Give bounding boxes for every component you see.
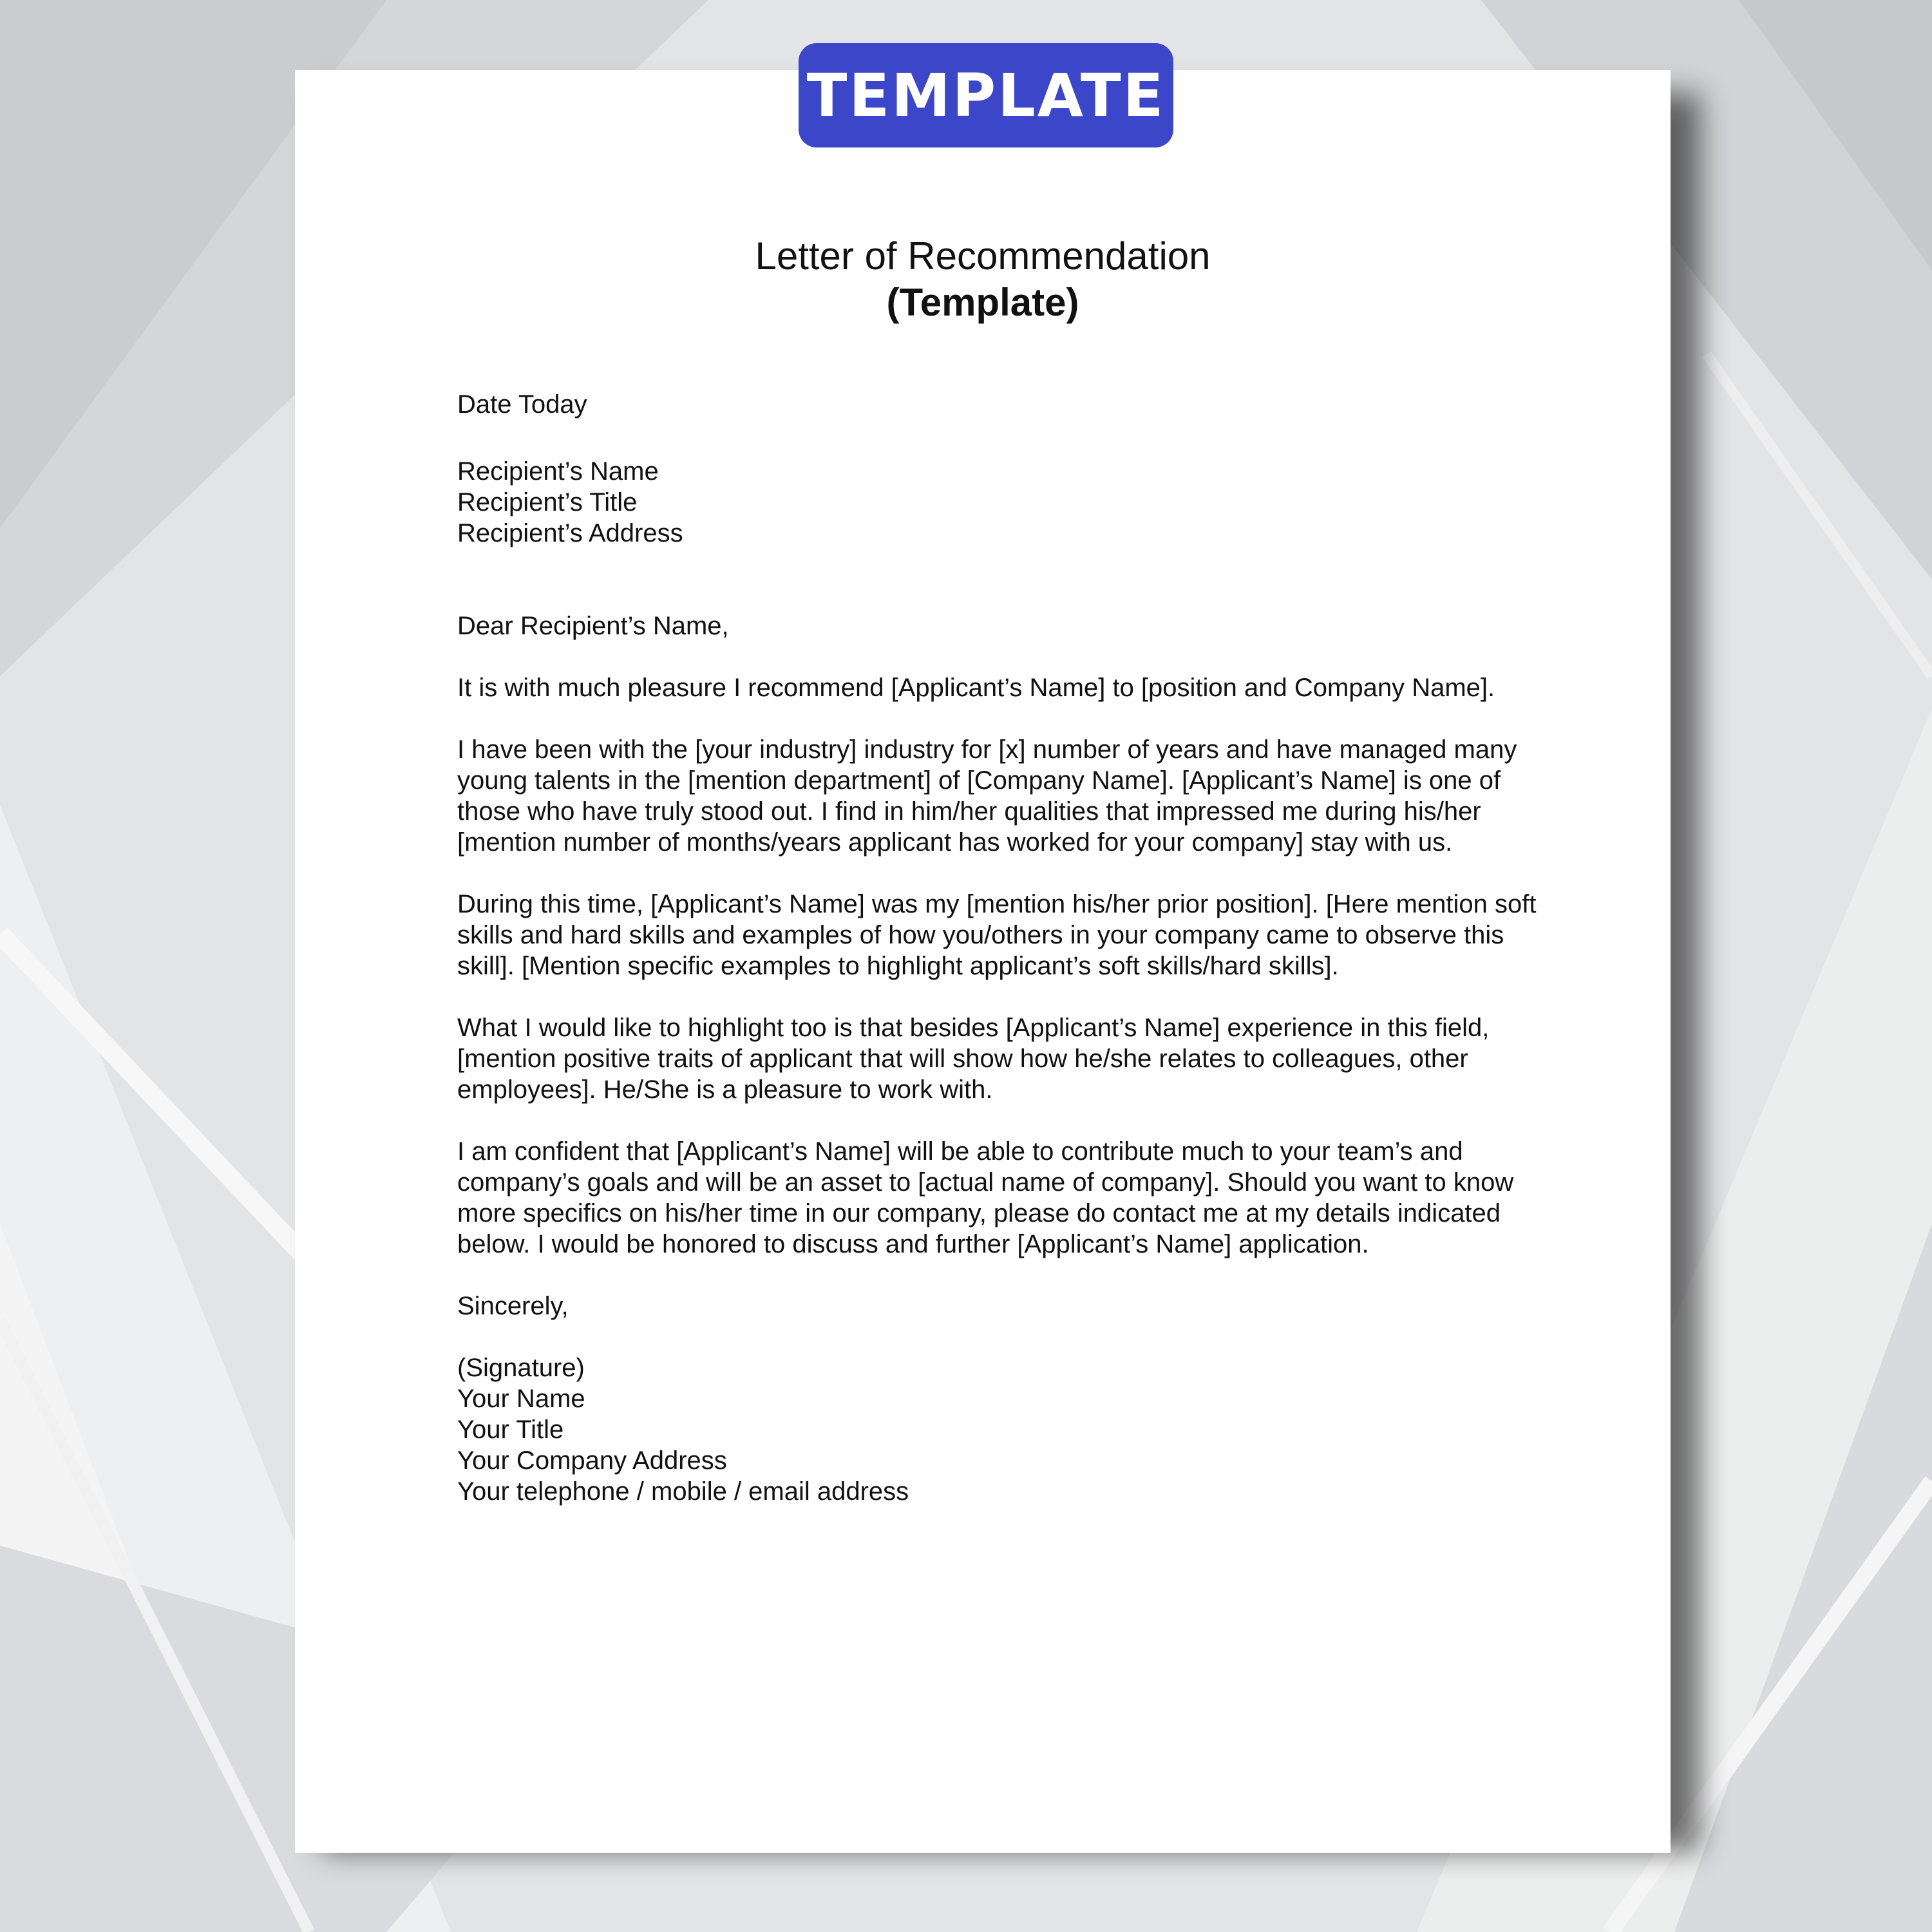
paragraph-confidence: I am confident that [Applicant’s Name] will be able to contribute much to your team’s and company’s goals and will be an asset to [actual name of company]. Should you want to know more specifics on his/her time in our company, please do contact me at my details indicated below. I would be honored to discuss and further [Applicant’s Name] application.: [457, 1137, 1514, 1258]
salutation: Dear Recipient’s Name,: [457, 612, 729, 640]
sender-title: Your Title: [457, 1416, 564, 1444]
recipient-name: Recipient’s Name: [457, 457, 659, 486]
letter-date: Date Today: [457, 390, 587, 419]
signature-placeholder: (Signature): [457, 1354, 585, 1382]
template-badge: TEMPLATE: [799, 43, 1173, 147]
paragraph-traits: What I would like to highlight too is that besides [Applicant’s Name] experience in this field, [mention positive traits of applicant that will show how he/she relates to colleagues, other employees]. He/She is a pleasure to work with.: [457, 1014, 1490, 1104]
paragraph-experience: I have been with the [your industry] industry for [x] number of years and have managed many young talents in the [mention department] of [Company Name]. [Applicant’s Name] is one of those who have truly stood out. I find in him/her qualities that impressed me during his/her [mention number of months/years applicant has worked for your company] stay with us.: [457, 735, 1517, 857]
document-subtitle: (Template): [886, 281, 1079, 324]
sender-company-address: Your Company Address: [457, 1446, 727, 1475]
sender-contact: Your telephone / mobile / email address: [457, 1477, 909, 1506]
paragraph-intro: It is with much pleasure I recommend [Applicant’s Name] to [position and Company Name].: [457, 674, 1495, 702]
document-title-block: [295, 233, 1671, 326]
paragraph-skills: During this time, [Applicant’s Name] was my [mention his/her prior position]. [Here mention soft skills and hard skills and examples of how you/others in your company came to observe this skill]. [Mention specific examples to highlight applicant’s soft skills/hard skills].: [457, 890, 1537, 980]
recipient-title: Recipient’s Title: [457, 488, 638, 516]
letter-body: [457, 389, 1546, 1507]
sender-name: Your Name: [457, 1385, 585, 1413]
recipient-address: Recipient’s Address: [457, 519, 683, 547]
document-title: Letter of Recommendation: [755, 234, 1211, 278]
closing: Sincerely,: [457, 1292, 569, 1320]
